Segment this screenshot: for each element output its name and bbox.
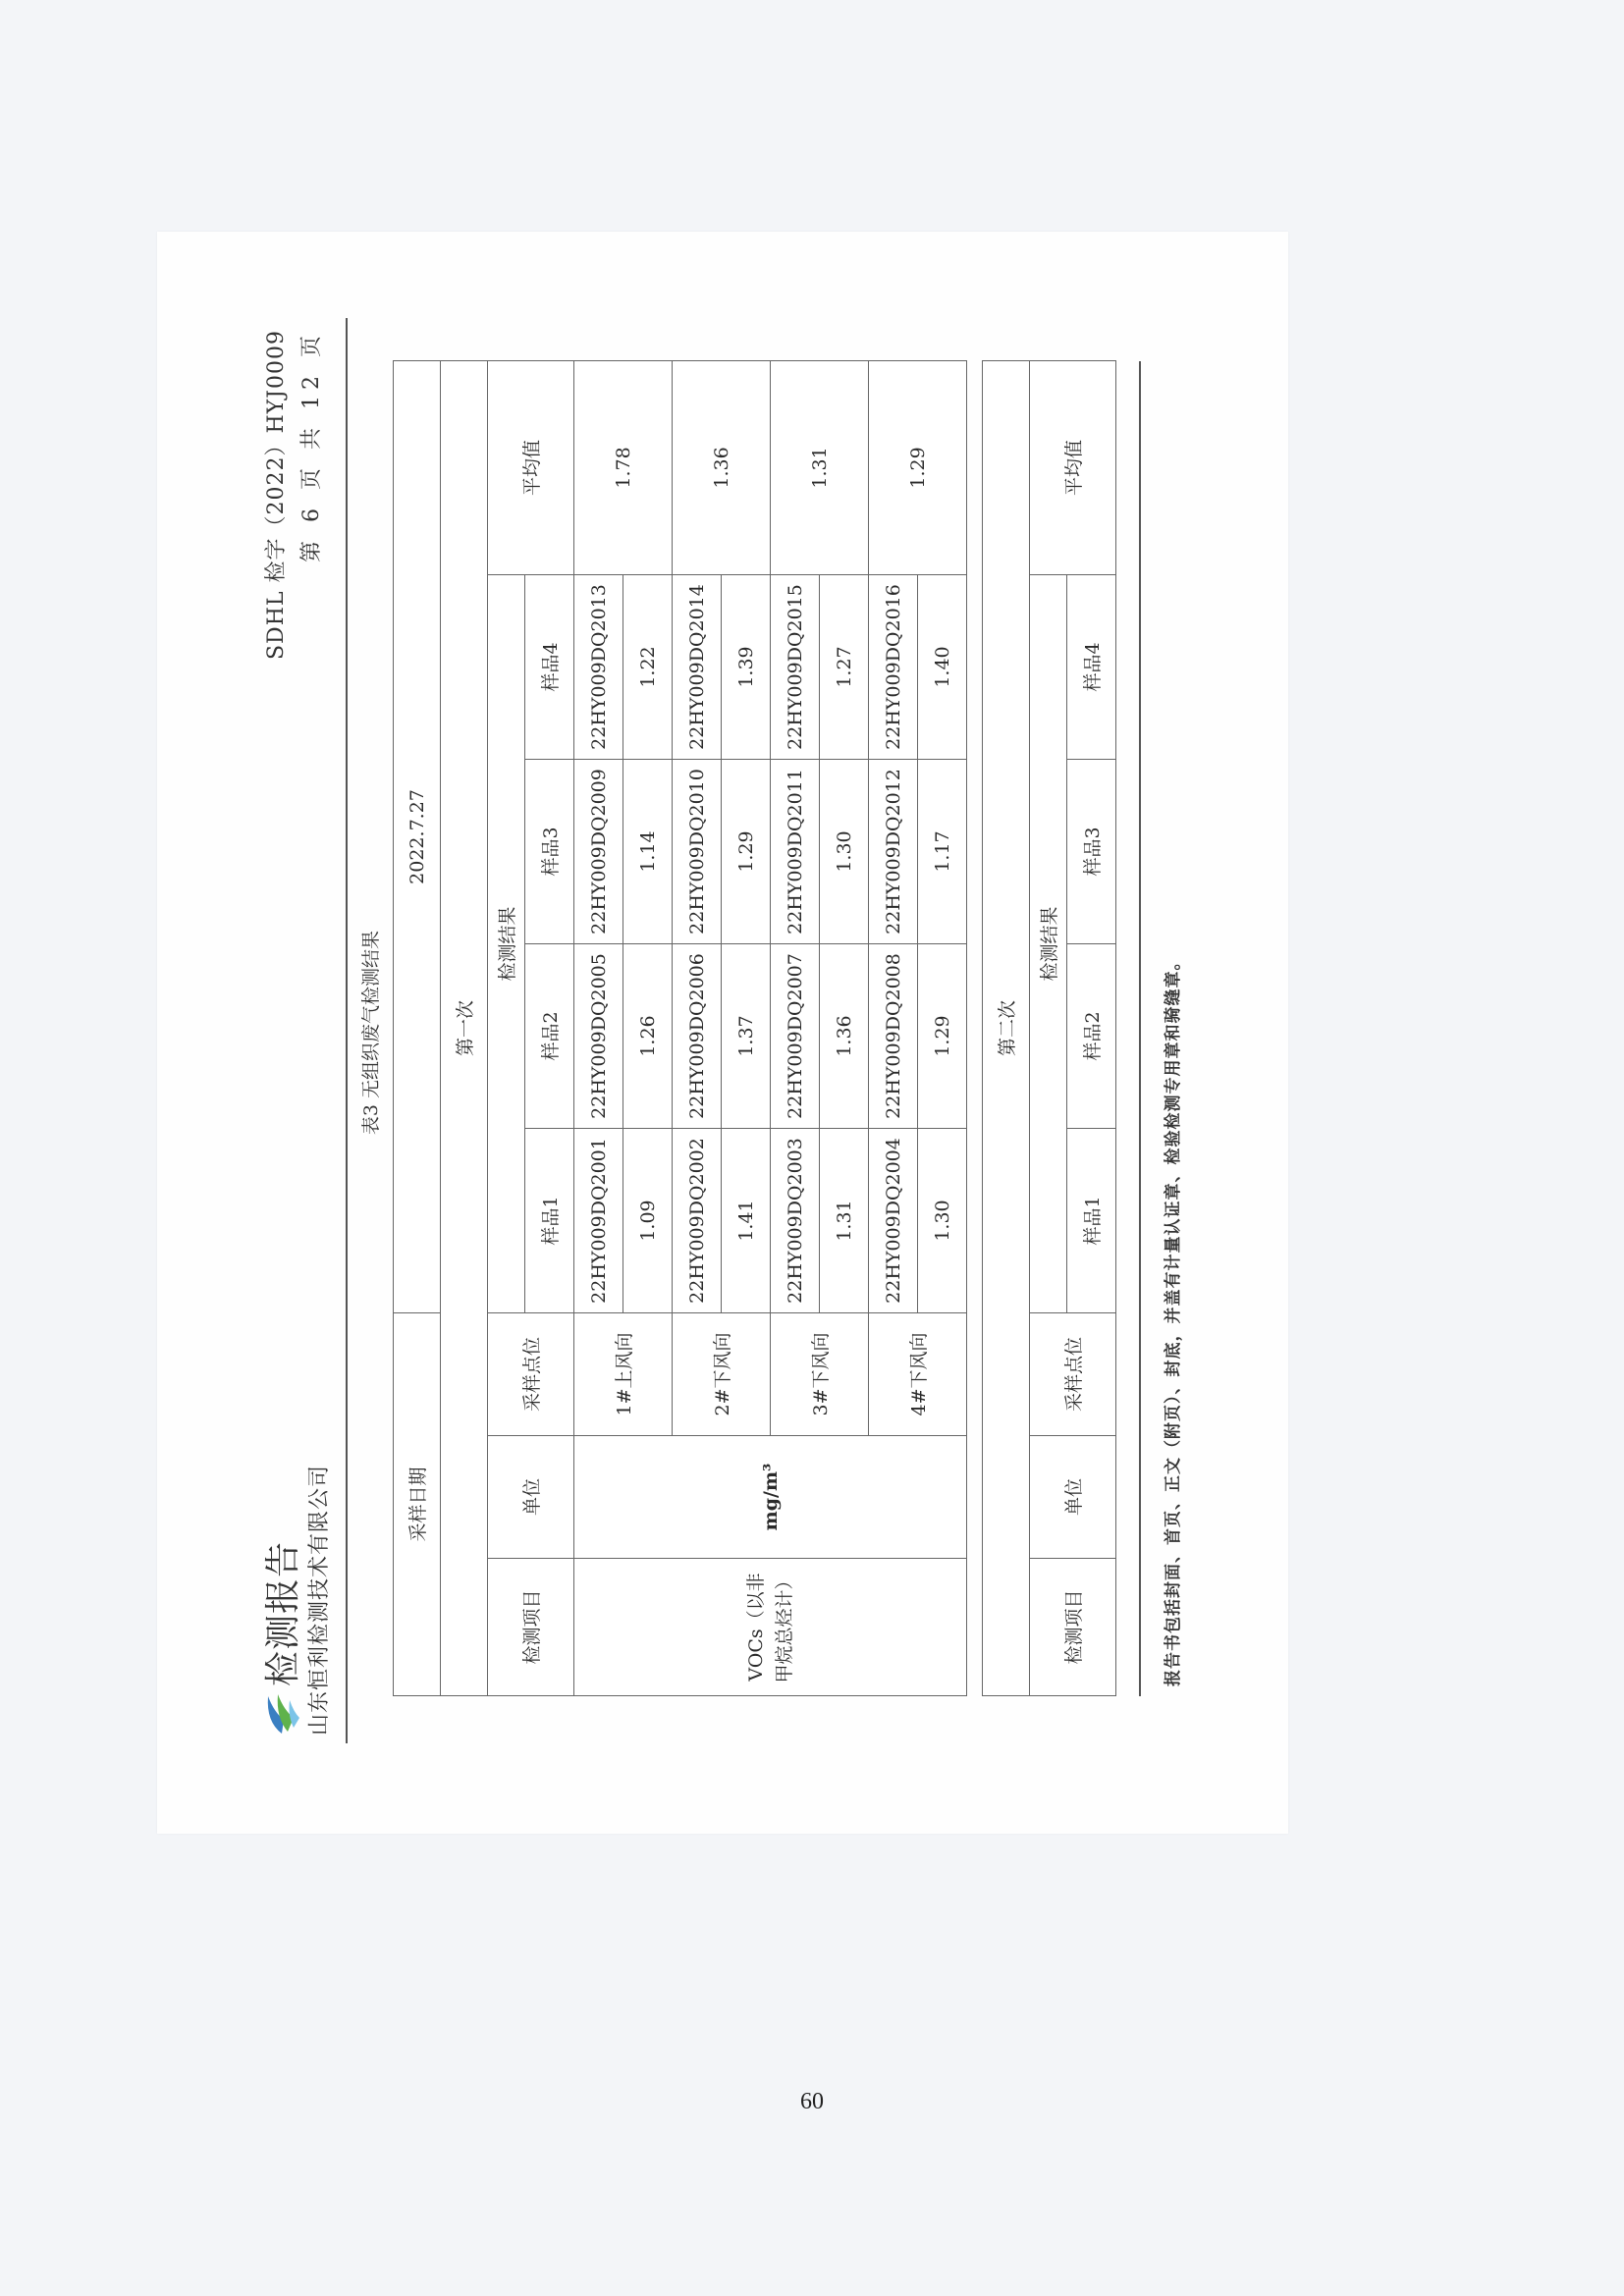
sample-header: 样品4 [1067, 575, 1116, 760]
sample-header: 样品3 [525, 760, 574, 944]
item-name: VOCs（以非甲烷总烃计） [574, 1559, 967, 1696]
sampling-date: 2022.7.27 [394, 360, 441, 1312]
sample-header: 样品1 [1067, 1129, 1116, 1313]
sample-value: 1.17 [918, 760, 967, 944]
sample-value: 1.37 [722, 944, 771, 1129]
results-table-round2 [982, 360, 1116, 1696]
sample-code: 22HY009DQ2007 [771, 944, 820, 1129]
sampling-point: 3#下风向 [771, 1313, 869, 1436]
sample-value: 1.27 [820, 575, 869, 760]
page-number: 60 [800, 2089, 824, 2114]
company-logo-icon [262, 1692, 299, 1735]
sample-value: 1.14 [623, 760, 673, 944]
sample-value: 1.26 [623, 944, 673, 1129]
avg-header: 平均值 [1030, 360, 1116, 574]
sample-code: 22HY009DQ2005 [574, 944, 623, 1129]
sample-header: 样品2 [1067, 944, 1116, 1129]
table-row [574, 360, 623, 1695]
unit-header: 单位 [1030, 1436, 1116, 1559]
sample-header: 样品1 [525, 1129, 574, 1313]
sample-value: 1.39 [722, 575, 771, 760]
sample-code: 22HY009DQ2003 [771, 1129, 820, 1313]
sample-value: 1.29 [722, 760, 771, 944]
sample-header: 样品2 [525, 944, 574, 1129]
company-name: 山东恒利检测技术有限公司 [307, 1464, 332, 1735]
item-header: 检测项目 [1030, 1559, 1116, 1696]
sample-value: 1.40 [918, 575, 967, 760]
results-table-round1 [393, 360, 967, 1696]
point-header: 采样点位 [488, 1313, 574, 1436]
sample-code: 22HY009DQ2002 [673, 1129, 722, 1313]
results-header: 检测结果 [1030, 575, 1067, 1313]
sample-code: 22HY009DQ2008 [869, 944, 918, 1129]
sample-value: 1.36 [820, 944, 869, 1129]
scanned-page [157, 232, 1288, 1834]
sampling-point: 1#上风向 [574, 1313, 673, 1436]
sample-value: 1.41 [722, 1129, 771, 1313]
sample-code: 22HY009DQ2012 [869, 760, 918, 944]
sample-value: 1.31 [820, 1129, 869, 1313]
sample-code: 22HY009DQ2004 [869, 1129, 918, 1313]
sample-value: 1.22 [623, 575, 673, 760]
logo-title: 检测报告 [263, 1540, 303, 1686]
sample-code: 22HY009DQ2010 [673, 760, 722, 944]
sampling-point: 2#下风向 [673, 1313, 771, 1436]
sample-header: 样品4 [525, 575, 574, 760]
item-header: 检测项目 [488, 1559, 574, 1696]
sample-code: 22HY009DQ2009 [574, 760, 623, 944]
footer-divider [1139, 361, 1141, 1696]
sample-value: 1.30 [820, 760, 869, 944]
unit-header: 单位 [488, 1436, 574, 1559]
footer-note: 报告书包括封面、首页、正文（附页）、封底，并盖有计量认证章、检验检测专用章和骑缝章。 [1164, 952, 1183, 1686]
round-label: 第一次 [441, 360, 488, 1695]
header-divider [346, 318, 348, 1743]
average-value: 1.36 [673, 360, 771, 574]
report-logo [255, 1541, 305, 1735]
point-header: 采样点位 [1030, 1313, 1116, 1436]
sample-header: 样品3 [1067, 760, 1116, 944]
average-value: 1.31 [771, 360, 869, 574]
sample-code: 22HY009DQ2011 [771, 760, 820, 944]
table-title: 表3 无组织废气检测结果 [360, 930, 382, 1136]
sample-code: 22HY009DQ2001 [574, 1129, 623, 1313]
sample-code: 22HY009DQ2013 [574, 575, 623, 760]
sample-code: 22HY009DQ2014 [673, 575, 722, 760]
sample-code: 22HY009DQ2016 [869, 575, 918, 760]
sample-value: 1.30 [918, 1129, 967, 1313]
sample-code: 22HY009DQ2015 [771, 575, 820, 760]
average-value: 1.78 [574, 360, 673, 574]
average-value: 1.29 [869, 360, 967, 574]
date-label: 采样日期 [394, 1313, 441, 1696]
page-info: 第 6 页 共 12 页 [299, 330, 324, 562]
results-header: 检测结果 [488, 575, 525, 1313]
sample-value: 1.09 [623, 1129, 673, 1313]
report-number: SDHL 检字（2022）HYJ0009 [264, 330, 289, 661]
sample-code: 22HY009DQ2006 [673, 944, 722, 1129]
round-label: 第二次 [983, 360, 1030, 1695]
sample-value: 1.29 [918, 944, 967, 1129]
rotated-report [157, 232, 1288, 1834]
sampling-point: 4#下风向 [869, 1313, 967, 1436]
avg-header: 平均值 [488, 360, 574, 574]
unit-value: mg/m³ [574, 1436, 967, 1559]
